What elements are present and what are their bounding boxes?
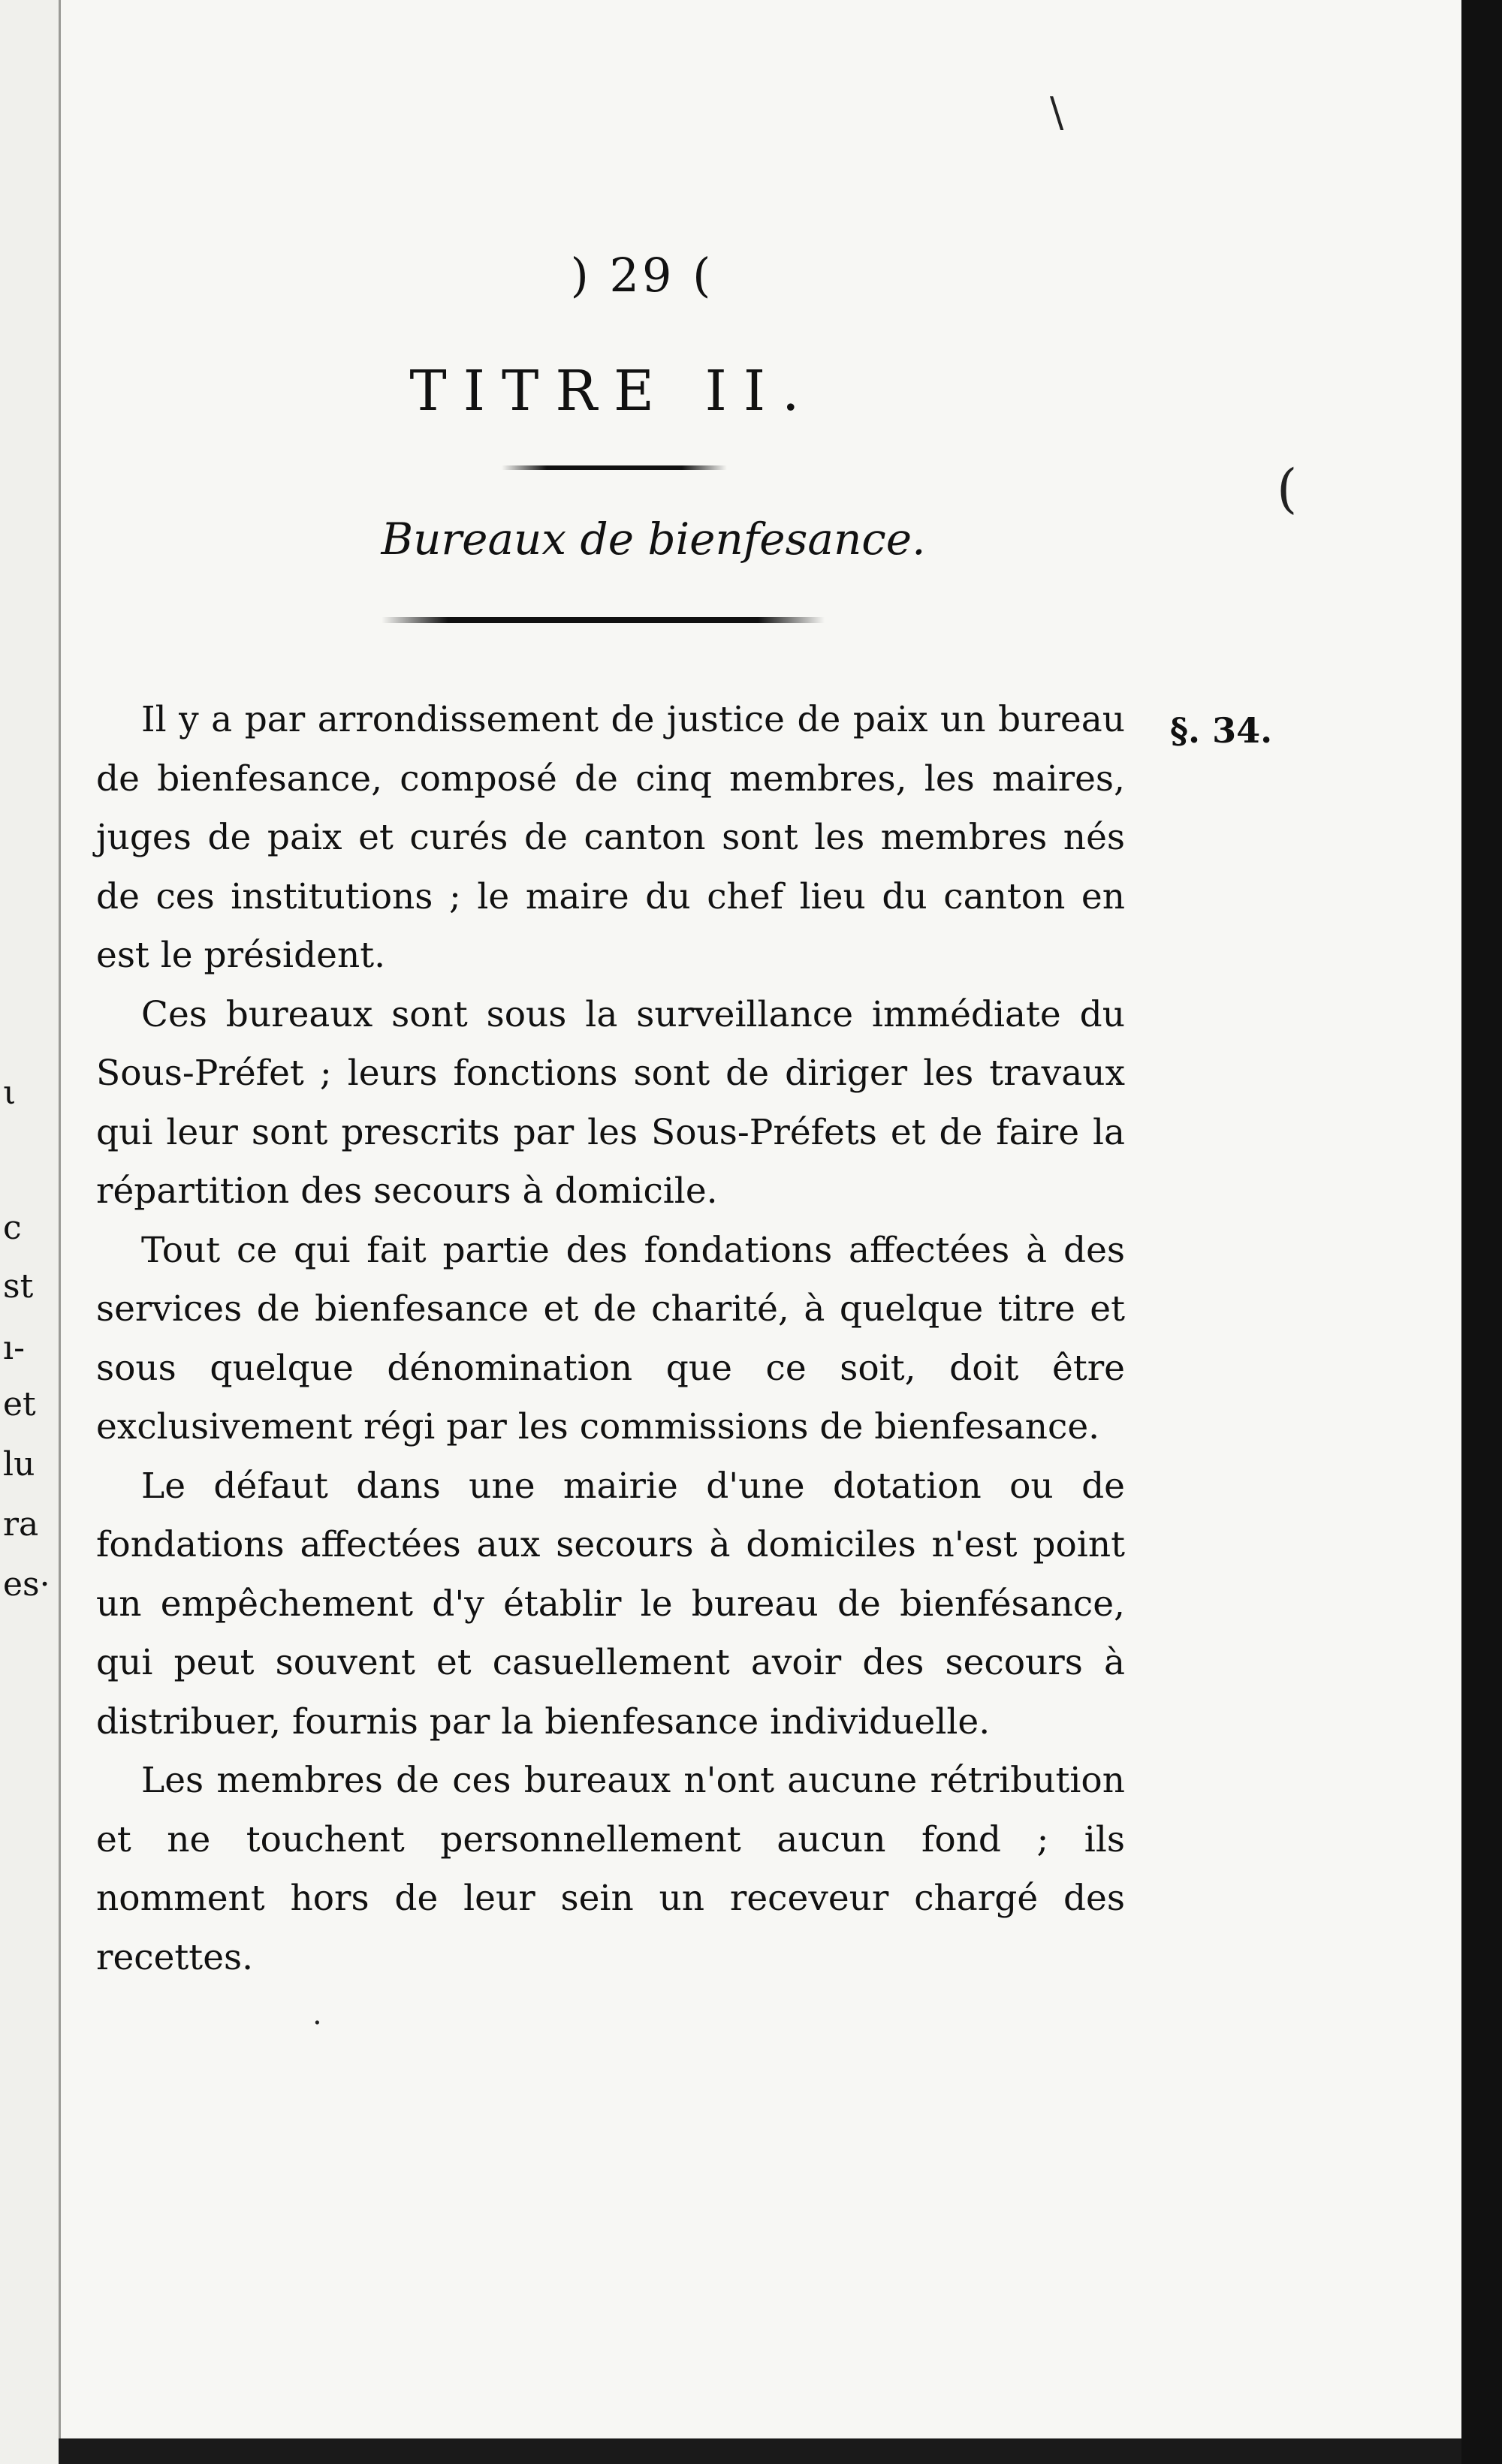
margin-fragment: ra (3, 1505, 39, 1544)
margin-fragment: ı- (3, 1329, 25, 1367)
section-subtitle: Bureaux de bienfesance. (381, 514, 926, 565)
ink-speck: \ (1050, 89, 1064, 136)
margin-fragment: es· (3, 1565, 50, 1604)
paragraph: Tout ce qui fait partie des fondations affectées à des services de bienfesance et de charité, à quelque titre et sous quelque dénomination que ce soit, doit être exclusivement régi par les commissions de bienfesance. (96, 1229, 1125, 1447)
margin-fragment: lu (3, 1445, 35, 1484)
paragraph: Ces bureaux sont sous la surveillance immédiate du Sous-Préfet ; leurs fonctions sont de diriger les travaux qui leur sont prescrits par les Sous-Préfets et de faire la répartition des secours à domicile. (96, 993, 1125, 1212)
paragraph: Les membres de ces bureaux n'ont aucune rétribution et ne touchent personnellement aucun fond ; ils nomment hors de leur sein un receveur chargé des recettes. (96, 1760, 1125, 1978)
subtitle-rule (382, 617, 825, 623)
margin-fragment: et (3, 1385, 36, 1423)
title-rule (502, 465, 727, 470)
body-text (96, 691, 1125, 1987)
section-title: TITRE II. (409, 359, 816, 423)
scan-border-right (1461, 0, 1502, 2464)
ink-speck: ( (1277, 458, 1298, 520)
margin-fragment: c (3, 1209, 22, 1247)
margin-note: §. 34. (1170, 710, 1273, 751)
margin-fragment: ι (3, 1074, 17, 1112)
margin-fragment: st (3, 1267, 34, 1306)
ink-speck: . (312, 1997, 322, 2032)
page-number: ) 29 ( (570, 248, 714, 303)
scan-border-bottom (59, 2438, 1461, 2464)
paragraph: Le défaut dans une mairie d'une dotation ou de fondations affectées aux secours à domiciles n'est point un empêchement d'y établir le bureau de bienfésance, qui peut souvent et casuellement avoir des secours à distribuer, fournis par la bienfesance individuelle. (96, 1465, 1125, 1743)
paragraph: Il y a par arrondissement de justice de paix un bureau de bienfesance, composé de cinq membres, les maires, juges de paix et curés de canton sont les membres nés de ces institutions ; le maire du chef lieu du canton en est le président. (96, 699, 1125, 976)
